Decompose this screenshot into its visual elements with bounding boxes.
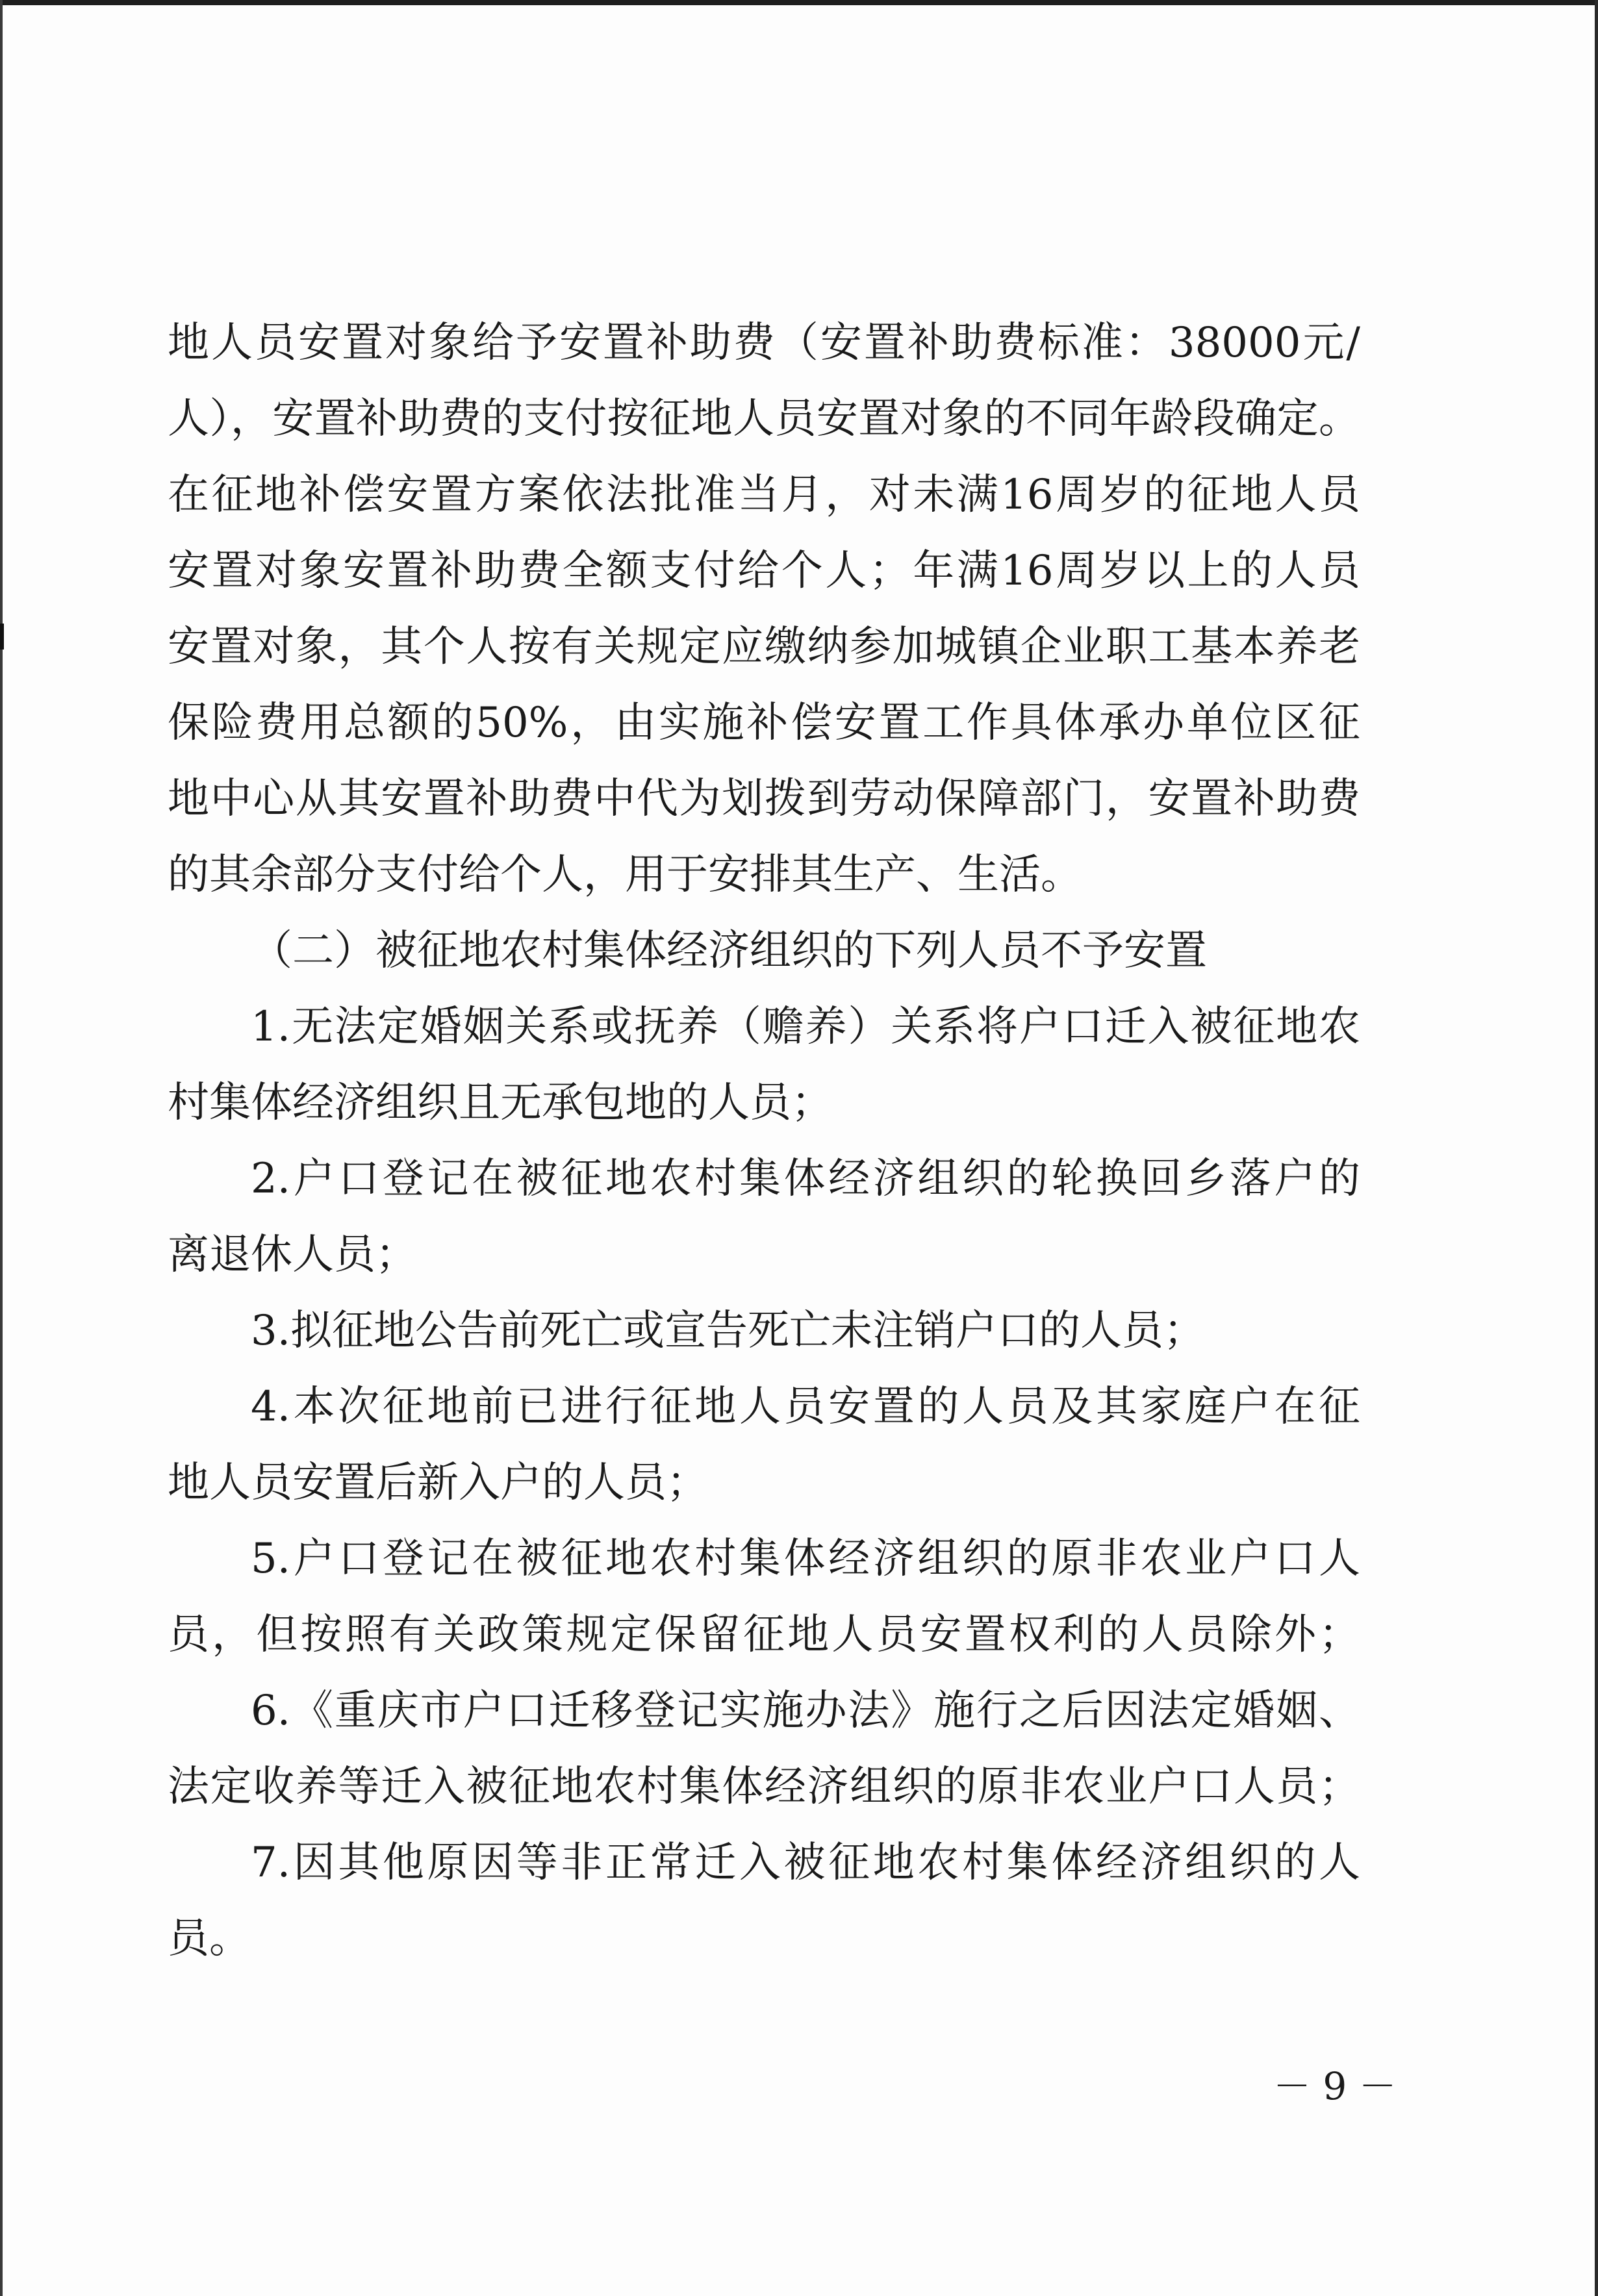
scan-edge-right: [1595, 0, 1598, 2296]
text-line: 人），安置补助费的支付按征地人员安置对象的不同年龄段确定。: [168, 395, 1360, 443]
text-line: 地中心从其安置补助费中代为划拨到劳动保障部门，安置补助费: [168, 775, 1360, 823]
text-line: 员，但按照有关政策规定保留征地人员安置权利的人员除外；: [168, 1611, 1360, 1659]
page-number: － 9 －: [1273, 2064, 1397, 2108]
text-line: 地人员安置对象给予安置补助费（安置补助费标准：38000元/: [168, 319, 1360, 367]
text-line: 村集体经济组织且无承包地的人员；: [168, 1079, 833, 1127]
list-item: 1.无法定婚姻关系或抚养（赡养）关系将户口迁入被征地农: [251, 1003, 1360, 1051]
text-line: 安置对象安置补助费全额支付给个人；年满16周岁以上的人员: [168, 547, 1360, 595]
scan-edge-left: [0, 0, 3, 2296]
text-line: 保险费用总额的50%，由实施补偿安置工作具体承办单位区征: [168, 699, 1360, 747]
binding-mark: [0, 624, 4, 650]
text-line: 离退休人员；: [168, 1231, 417, 1279]
text-line: 地人员安置后新入户的人员；: [168, 1459, 708, 1507]
text-line: 法定收养等迁入被征地农村集体经济组织的原非农业户口人员；: [168, 1763, 1360, 1811]
text-line: 员。: [168, 1915, 251, 1963]
list-item: 4.本次征地前已进行征地人员安置的人员及其家庭户在征: [251, 1383, 1360, 1431]
text-line: 在征地补偿安置方案依法批准当月，对未满16周岁的征地人员: [168, 471, 1360, 519]
text-line: 的其余部分支付给个人，用于安排其生产、生活。: [168, 851, 1082, 899]
list-item: 3.拟征地公告前死亡或宣告死亡未注销户口的人员；: [251, 1307, 1206, 1355]
section-heading: （二）被征地农村集体经济组织的下列人员不予安置: [251, 927, 1207, 975]
text-line: 安置对象，其个人按有关规定应缴纳参加城镇企业职工基本养老: [168, 623, 1360, 671]
list-item: 6.《重庆市户口迁移登记实施办法》施行之后因法定婚姻、: [251, 1687, 1360, 1735]
list-item: 2.户口登记在被征地农村集体经济组织的轮换回乡落户的: [251, 1155, 1360, 1203]
list-item: 5.户口登记在被征地农村集体经济组织的原非农业户口人: [251, 1535, 1360, 1583]
list-item: 7.因其他原因等非正常迁入被征地农村集体经济组织的人: [251, 1839, 1360, 1887]
body-text: [168, 305, 1360, 1977]
scan-edge-top: [0, 0, 1598, 5]
